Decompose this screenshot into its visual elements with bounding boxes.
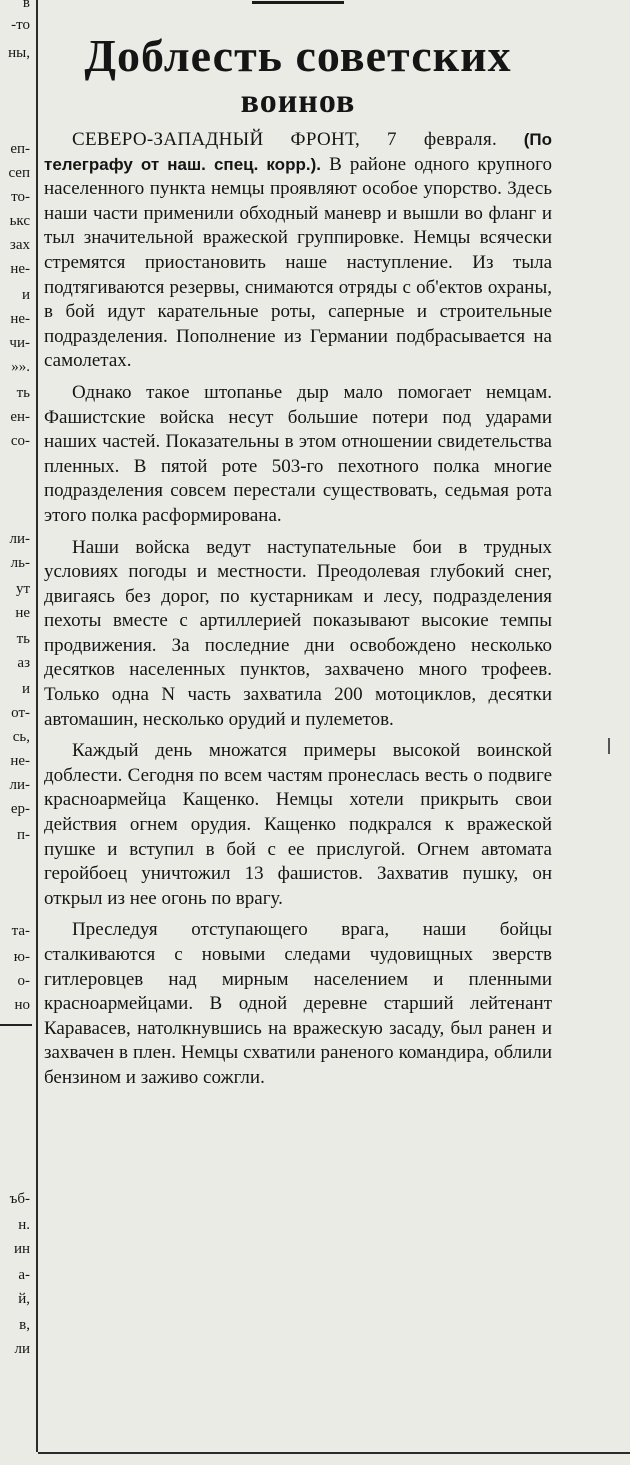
fragment: сь, [12,729,30,745]
top-rule [252,1,344,4]
fragment: ю- [13,949,30,965]
fragment: не- [10,753,30,769]
fragment: а- [18,1267,30,1283]
fragment: п- [16,827,30,843]
column-divider [36,0,38,1452]
fragment: ъб- [9,1191,30,1207]
margin-mark [608,738,610,754]
column-rule [0,1024,32,1026]
fragment: и [21,681,30,697]
fragment: аз [17,655,30,671]
fragment: не- [10,261,30,277]
paragraph-3: Наши войска ведут наступательные бои в трудных условиях погоды и местности. Преодолевая глубокий снег, двигаясь без дорог, по кустарникам и лесу, подразделения пехоты вместе с артиллерией показывают высокие темпы продвижения. За последние дни освобождено несколько десятков населенных пунктов, захвачено много трофеев. Только одна N часть захватила 200 мотоциклов, десятки автомашин, несколько орудий и пулеметов. [44,536,552,730]
fragment: ны, [8,45,30,61]
fragment: но [14,997,30,1013]
fragment: »». [11,359,30,375]
bottom-rule [38,1452,630,1454]
fragment: чи- [9,335,30,351]
fragment: сеп [8,165,30,181]
paragraph-4: Каждый день множатся примеры высокой воинской доблести. Сегодня по всем частям пронеслась весть о подвиге красноармейца Кащенко. Немцы хотели прикрыть свои действия огнем орудия. Кащенко подкрался к вражеской пушке и вступил в бой с ее прислугой. Огнем автомата геройбоец уничтожил 13 фашистов. Захватив пушку, он открыл из нее огонь по врагу. [44,740,552,909]
fragment: ькс [9,213,30,229]
fragment: ть [16,385,30,401]
fragment: ли [14,1341,30,1357]
fragment: ть [16,631,30,647]
fragment: от- [11,705,30,721]
fragment: ли- [9,777,30,793]
paragraph-5: Преследуя отступающего врага, наши бойцы сталкиваются с новыми следами чудовищных зверств гитлеровцев над мирным населением и пленными красноармейцами. В одной деревне старший лейтенант Каравасев, натолкнувшись на вражескую засаду, был ранен и захвачен в плен. Немцы схватили раненого командира, облили бензином и заживо сожгли. [44,919,552,1088]
paragraph-1-text: В районе одного крупного населенного пункта немцы проявляют особое упорство. Здесь наши части применили обходный маневр и вышли во фланг и тыл значительной вражеской группировке. Немцы всячески стремятся приостановить наше наступление. Из тыла подтягиваются резервы, снимаются отряды с об'ектов охраны, в бой идут карательные роты, саперные и строительные подразделения. Пополнение из Германии подбрасывается на самолетах. [44,153,552,372]
article [44,22,552,1098]
fragment: не [15,605,30,621]
fragment: -то [11,17,30,33]
article-title-line1: Доблесть советских [84,30,512,81]
fragment: еп- [10,141,30,157]
fragment: ен- [10,409,30,425]
byline: (По телеграфу от наш. спец. корр.). [44,130,553,174]
paragraph-1 [44,128,552,374]
article-body [44,128,552,1091]
fragment: то- [11,189,30,205]
fragment: н. [18,1217,30,1233]
fragment: не- [10,311,30,327]
fragment: зах [9,237,30,253]
fragment: в, [19,1317,30,1333]
fragment: о- [17,973,30,989]
fragment: та- [11,923,30,939]
dateline: СЕВЕРО-ЗАПАДНЫЙ ФРОНТ, 7 февраля. [72,129,498,150]
article-title-line2: воинов [240,83,356,120]
neighbour-column [0,0,34,1465]
fragment: й, [18,1291,30,1307]
paragraph-2: Однако такое штопанье дыр мало помогает немцам. Фашистские войска несут большие потери под ударами наших частей. Показательны в этом отношении свидетельства пленных. В пятой роте 503-го пехотного полка многие подразделения совсем перестали существовать, седьмая рота этого полка расформирована. [44,381,552,526]
fragment: ли- [9,531,30,547]
fragment: в [22,0,30,11]
fragment: и [21,287,30,303]
fragment: ер- [10,801,30,817]
fragment: ин [13,1241,30,1257]
fragment: ут [15,581,30,597]
fragment: ль- [10,555,30,571]
fragment: со- [10,433,30,449]
